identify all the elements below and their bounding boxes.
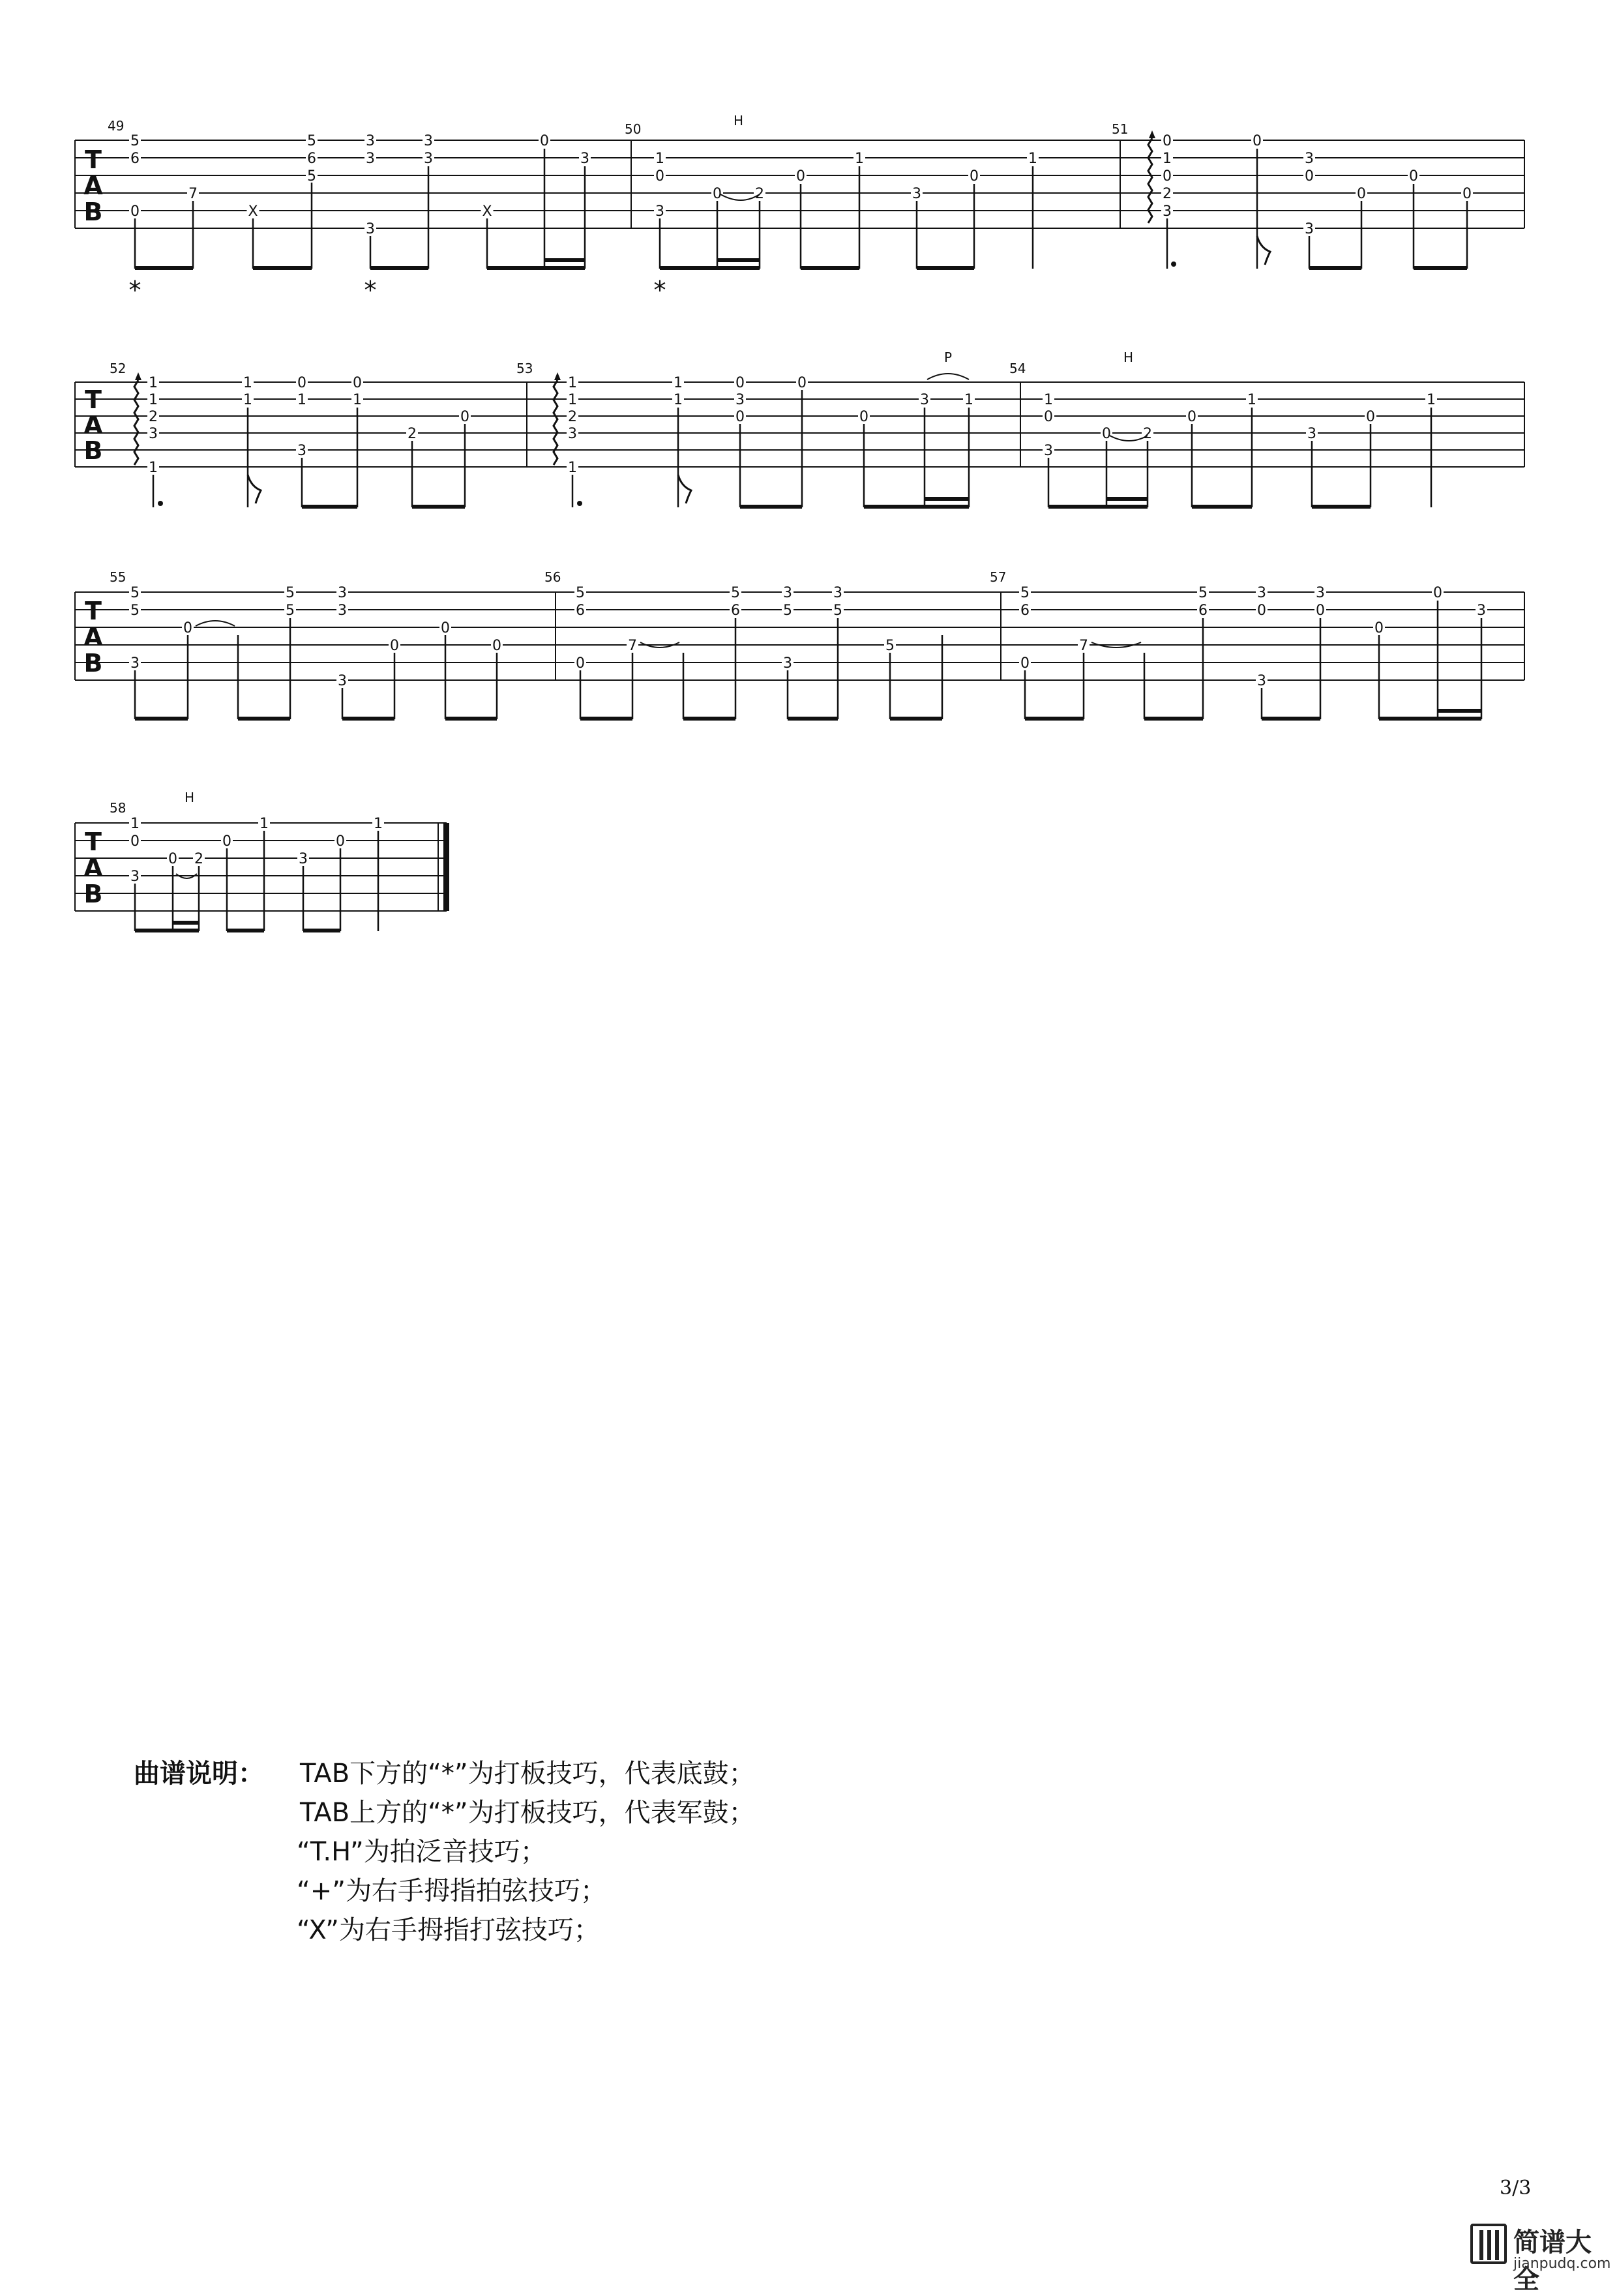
fret-number: 1 [964, 392, 973, 408]
technique-mark-h: H [1123, 350, 1134, 365]
fret-number: 0 [1357, 186, 1366, 202]
fret-number: 1 [568, 460, 577, 476]
fret-number: 0 [713, 186, 722, 202]
note-text: “X”为右手拇指打弦技巧； [297, 1915, 600, 1945]
fret-number: 1 [149, 392, 158, 408]
fret-number: 6 [1198, 603, 1208, 619]
fret-number: 1 [1044, 392, 1053, 408]
tab-letter-b: B [83, 649, 103, 678]
tab-letter-a: A [83, 854, 103, 882]
fret-number: 3 [568, 426, 577, 442]
fret-number: 0 [1433, 585, 1442, 601]
fret-number: 0 [222, 833, 231, 850]
note-text: “+”为右手拇指拍弦技巧； [297, 1876, 606, 1906]
fret-number: 7 [188, 186, 198, 202]
fret-number: 0 [797, 375, 807, 391]
fret-number: 7 [628, 638, 637, 654]
fret-number: 2 [194, 851, 203, 867]
fret-number: 1 [149, 375, 158, 391]
fret-number: 5 [307, 133, 316, 149]
fret-number: 6 [1020, 603, 1030, 619]
fret-number: 3 [338, 603, 347, 619]
fret-number: 0 [1253, 133, 1262, 149]
tab-letter-a: A [83, 411, 103, 440]
fret-number: 0 [1044, 409, 1053, 425]
fret-number: 6 [130, 151, 140, 167]
fret-number: 1 [568, 392, 577, 408]
fret-number: 0 [390, 638, 399, 654]
fret-number: 3 [366, 133, 375, 149]
fret-number: 1 [1028, 151, 1037, 167]
fret-number: 3 [655, 203, 664, 220]
fret-number: 3 [338, 673, 347, 689]
tab-letter-t: T [85, 597, 102, 625]
fret-number: 0 [970, 168, 979, 185]
tab-letter-b: B [83, 880, 103, 908]
fret-number: 3 [1307, 426, 1316, 442]
fret-number: 3 [920, 392, 929, 408]
notes-title: 曲谱说明： [134, 1759, 264, 1789]
fret-number: 3 [130, 655, 140, 672]
fret-number: 2 [1163, 186, 1172, 202]
fret-number: 0 [576, 655, 585, 672]
note-line [134, 1911, 1177, 1950]
fret-number: 3 [130, 869, 140, 885]
fret-number: 0 [130, 833, 140, 850]
tab-letter-b: B [83, 198, 103, 226]
fret-number: 0 [1187, 409, 1196, 425]
notation-notes [134, 1754, 1177, 1950]
logo-text: 简谱大全 [1513, 2228, 1592, 2295]
fret-number: 3 [366, 221, 375, 237]
fret-number: 1 [1163, 151, 1172, 167]
fret-number: 5 [307, 168, 316, 185]
fret-number: 5 [885, 638, 895, 654]
fret-number: 0 [1409, 168, 1418, 185]
fret-number: 0 [353, 375, 362, 391]
fret-number: 1 [374, 816, 383, 832]
fret-number: 2 [149, 409, 158, 425]
measure-number: 50 [625, 121, 642, 137]
fret-number: 1 [130, 816, 140, 832]
fret-number: 3 [1044, 443, 1053, 459]
fret-number: 0 [540, 133, 549, 149]
fret-number: 3 [299, 851, 308, 867]
fret-number: 3 [1305, 151, 1314, 167]
fret-number: 1 [243, 392, 252, 408]
fret-number: 3 [735, 392, 745, 408]
fret-number: 0 [796, 168, 805, 185]
fret-number: 1 [297, 392, 306, 408]
fret-number: 0 [1163, 133, 1172, 149]
fret-number: 5 [1198, 585, 1208, 601]
fret-number: 1 [855, 151, 864, 167]
piano-keys-icon [1470, 2224, 1507, 2264]
fret-number: 0 [297, 375, 306, 391]
fret-number: 3 [1257, 673, 1266, 689]
fret-number: 5 [286, 603, 295, 619]
tab-letter-t: T [85, 145, 102, 174]
fret-number: 1 [353, 392, 362, 408]
fret-number: 1 [243, 375, 252, 391]
note-text: TAB下方的“*”为打板技巧，代表底鼓； [300, 1759, 755, 1789]
logo-url: jianpudq.com [1513, 2256, 1611, 2272]
measure-number: 53 [516, 361, 533, 376]
fret-number: 3 [338, 585, 347, 601]
final-barline [443, 823, 449, 911]
fret-number: 6 [576, 603, 585, 619]
fret-number: 7 [1079, 638, 1088, 654]
fret-number: 2 [1143, 426, 1152, 442]
fret-number: 3 [366, 151, 375, 167]
fret-number: 0 [168, 851, 177, 867]
note-line [134, 1871, 1177, 1911]
note-text: TAB上方的“*”为打板技巧，代表军鼓； [300, 1798, 755, 1828]
drum-mark: * [653, 276, 666, 305]
tab-letter-t: T [85, 827, 102, 856]
fret-number: 0 [735, 375, 745, 391]
fret-number: 3 [424, 133, 433, 149]
fret-number: 6 [731, 603, 740, 619]
system-3 [75, 569, 1524, 721]
fret-number: 0 [1374, 620, 1384, 636]
fret-number: 5 [833, 603, 842, 619]
system-4 [75, 790, 449, 932]
fret-number: 0 [859, 409, 868, 425]
system-2 [75, 350, 1524, 509]
fret-number: 3 [783, 585, 792, 601]
note-text: “T.H”为拍泛音技巧； [297, 1837, 546, 1867]
measure-number: 55 [110, 569, 126, 585]
fret-number: 5 [576, 585, 585, 601]
tab-letter-b: B [83, 436, 103, 465]
fret-number: 0 [1462, 186, 1472, 202]
fret-number: 1 [674, 375, 683, 391]
fret-number: 1 [260, 816, 269, 832]
fret-number: 0 [460, 409, 469, 425]
fret-number: 1 [1427, 392, 1436, 408]
fret-number: 1 [674, 392, 683, 408]
fret-number: 3 [833, 585, 842, 601]
measure-number: 51 [1112, 121, 1129, 137]
fret-number: 0 [1316, 603, 1325, 619]
fret-number: 6 [307, 151, 316, 167]
fret-number: 2 [408, 426, 417, 442]
fret-number: 0 [1305, 168, 1314, 185]
fret-number: 0 [1257, 603, 1266, 619]
fret-number: 0 [336, 833, 345, 850]
fret-number: 5 [731, 585, 740, 601]
tab-letter-t: T [85, 385, 102, 414]
measure-number: 52 [110, 361, 126, 376]
tab-letter-a: A [83, 623, 103, 651]
fret-number: 0 [183, 620, 192, 636]
drum-mark: * [364, 276, 377, 305]
tab-letter-a: A [83, 171, 103, 200]
site-logo [1470, 2220, 1611, 2295]
fret-number: X [482, 203, 492, 220]
measure-number: 56 [544, 569, 561, 585]
fret-number: 3 [1316, 585, 1325, 601]
fret-number: 3 [1257, 585, 1266, 601]
fret-number: 0 [130, 203, 140, 220]
fret-number: 0 [1102, 426, 1111, 442]
fret-number: 5 [1020, 585, 1030, 601]
fret-number: 3 [1305, 221, 1314, 237]
fret-number: 2 [568, 409, 577, 425]
fret-number: 0 [735, 409, 745, 425]
fret-number: 3 [580, 151, 589, 167]
note-line [134, 1754, 1177, 1793]
technique-mark-h: H [734, 113, 744, 128]
fret-number: 3 [1163, 203, 1172, 220]
system-1 [75, 113, 1524, 305]
fret-number: 3 [1477, 603, 1486, 619]
fret-number: 2 [755, 186, 764, 202]
fret-number: 0 [492, 638, 501, 654]
fret-number: 1 [568, 375, 577, 391]
fret-number: X [248, 203, 258, 220]
measure-number: 57 [990, 569, 1007, 585]
technique-mark-p: P [944, 350, 953, 365]
note-line [134, 1832, 1177, 1871]
measure-number: 49 [108, 118, 125, 134]
fret-number: 3 [912, 186, 921, 202]
page-number: 3/3 [1500, 2177, 1532, 2199]
drum-mark: * [128, 276, 141, 305]
technique-mark-h: H [185, 790, 195, 805]
measure-number: 58 [110, 800, 126, 816]
note-line [134, 1793, 1177, 1832]
fret-number: 5 [286, 585, 295, 601]
fret-number: 3 [149, 426, 158, 442]
fret-number: 5 [130, 585, 140, 601]
fret-number: 3 [783, 655, 792, 672]
fret-number: 5 [130, 603, 140, 619]
fret-number: 0 [655, 168, 664, 185]
fret-number: 1 [655, 151, 664, 167]
fret-number: 0 [441, 620, 450, 636]
measure-number: 54 [1009, 361, 1026, 376]
fret-number: 1 [1247, 392, 1256, 408]
fret-number: 3 [424, 151, 433, 167]
fret-number: 1 [149, 460, 158, 476]
fret-number: 5 [130, 133, 140, 149]
fret-number: 0 [1020, 655, 1030, 672]
fret-number: 0 [1366, 409, 1375, 425]
fret-number: 0 [1163, 168, 1172, 185]
fret-number: 3 [297, 443, 306, 459]
fret-number: 5 [783, 603, 792, 619]
